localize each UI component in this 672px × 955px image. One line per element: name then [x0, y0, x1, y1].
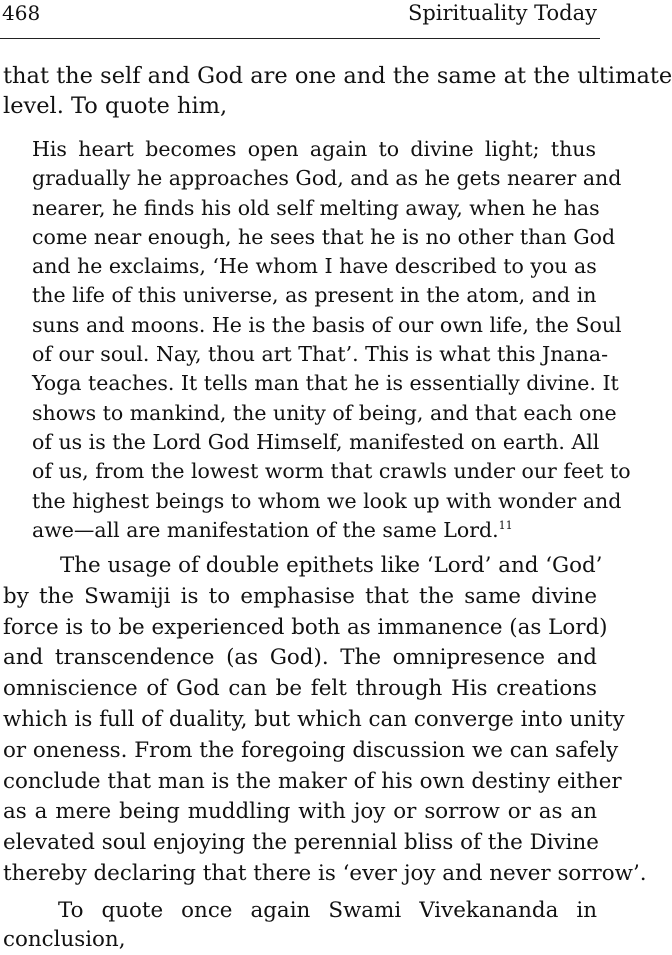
quote-line: and he exclaims, ‘He whom I have described to you as [32, 254, 597, 279]
quote-line: the highest beings to whom we look up with wonder and [32, 488, 622, 513]
text-line: and transcendence (as God). The omnipresence and [3, 645, 597, 671]
quote-line: shows to mankind, the unity of being, and that each one [32, 400, 617, 425]
text-line: The usage of double epithets like ‘Lord’ and ‘God’ [60, 553, 603, 578]
text-line: To quote once again Swami Vivekananda in [58, 898, 597, 923]
running-title: Spirituality Today [407, 1, 597, 25]
block-quote [32, 135, 631, 545]
quote-line: gradually he approaches God, and as he gets nearer and [32, 166, 622, 191]
text-line: level. To quote him, [3, 93, 228, 119]
text-line: as a mere being muddling with joy or sorrow or as an [3, 799, 597, 825]
paragraph-main [3, 551, 647, 890]
text-line: by the Swamiji is to emphasise that the same divine [3, 583, 597, 609]
page-header [0, 0, 600, 39]
paragraph-closing [3, 896, 597, 954]
quote-line: Yoga teaches. It tells man that he is essentially divine. It [32, 371, 619, 396]
quote-line: nearer, he finds his old self melting away, when he has [32, 195, 600, 220]
text-line: force is to be experienced both as immanence (as Lord) [3, 614, 608, 640]
text-line: or oneness. From the foregoing discussion we can safely [3, 737, 619, 763]
footnote-marker: 11 [498, 519, 513, 533]
quote-line-last [32, 516, 596, 545]
quote-line: the life of this universe, as present in the atom, and in [32, 283, 597, 308]
text-line: that the self and God are one and the same at the ultimate [3, 63, 672, 89]
quote-line: of us is the Lord God Himself, manifested on earth. All [32, 429, 600, 454]
quote-line: of our soul. Nay, thou art That’. This is what this Jnana- [32, 342, 608, 367]
text-line: elevated soul enjoying the perennial bliss of the Divine [3, 830, 599, 856]
text-line: thereby declaring that there is ‘ever joy and never sorrow’. [3, 860, 647, 886]
quote-line-text: awe—all are manifestation of the same Lord. [32, 517, 499, 542]
quote-line: come near enough, he sees that he is no other than God [32, 224, 616, 249]
quote-line: of us, from the lowest worm that crawls under our feet to [32, 459, 631, 484]
paragraph-intro [3, 61, 672, 121]
text-line: omniscience of God can be felt through His creations [3, 676, 597, 702]
page-number: 468 [2, 1, 41, 25]
text-line: conclusion, [3, 927, 126, 952]
text-line: which is full of duality, but which can converge into unity [3, 706, 625, 732]
quote-line: His heart becomes open again to divine light; thus [32, 137, 596, 161]
quote-line: suns and moons. He is the basis of our own life, the Soul [32, 312, 622, 337]
text-line: conclude that man is the maker of his own destiny either [3, 768, 622, 794]
